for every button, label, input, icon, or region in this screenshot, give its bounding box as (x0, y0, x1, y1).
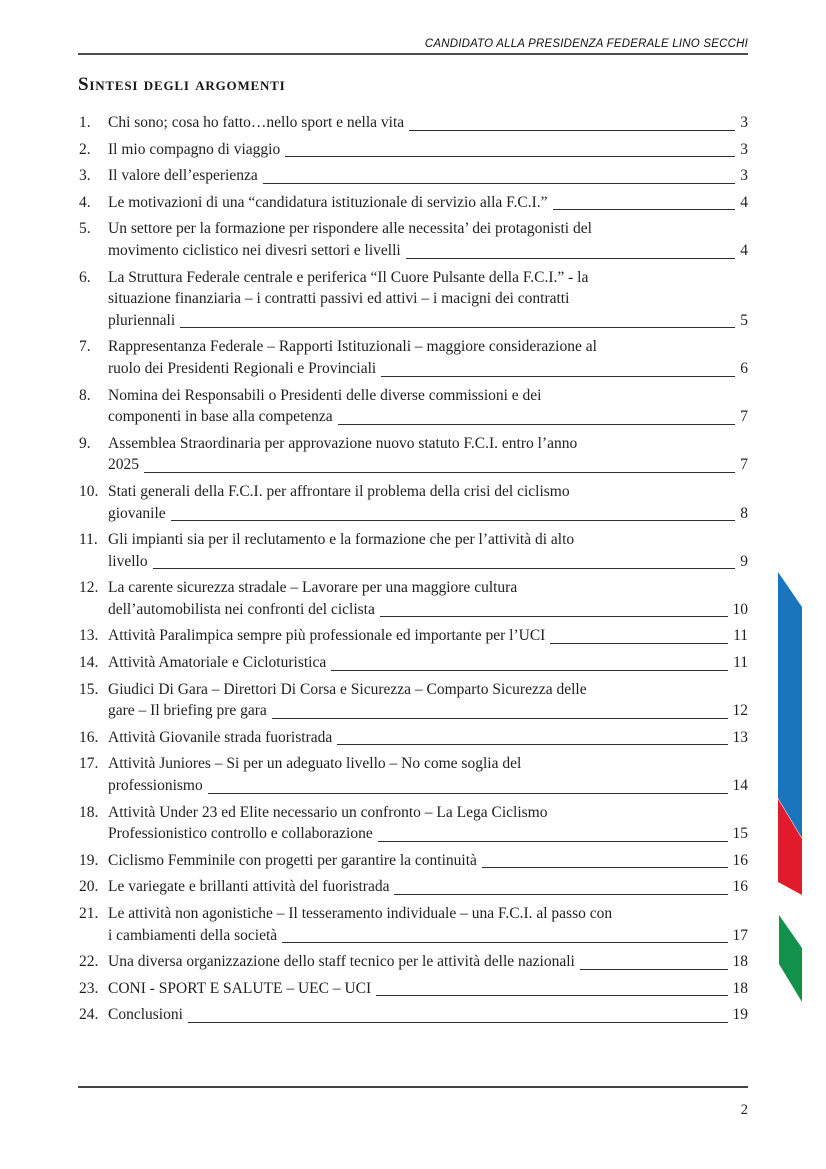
toc-leader-line (188, 1021, 728, 1023)
toc-entry-title: livello (108, 552, 148, 570)
ribbon-red-stripe (778, 799, 802, 895)
toc-entry-number: 3. (79, 167, 91, 185)
toc-entry-body (108, 139, 748, 161)
toc-entry-page-number: 14 (732, 777, 748, 795)
toc-entry-last-line (108, 625, 748, 647)
toc-entry-title: movimento ciclistico nei divesri settori e livelli (108, 241, 401, 259)
toc-entry-body (108, 336, 748, 379)
toc-entry-title: pluriennali (108, 311, 176, 329)
toc-entry-body (108, 481, 748, 524)
toc-entry-number: 4. (79, 193, 91, 211)
toc-leader-line (394, 893, 727, 895)
toc-entry-title: 2025 (108, 456, 139, 474)
toc-entry-last-line (108, 139, 748, 161)
toc-entry-body (108, 1004, 748, 1026)
toc-entry-number: 14. (79, 654, 99, 672)
toc-entry-number: 9. (79, 434, 91, 452)
toc-entry-number: 11. (79, 531, 98, 549)
toc-entry-body (108, 267, 748, 332)
toc-entry-body (108, 876, 748, 898)
toc-entry-last-line (108, 978, 748, 1000)
toc-leader-line (482, 866, 728, 868)
toc-leader-line (376, 994, 727, 996)
toc-entry-body (108, 850, 748, 872)
toc-entry-title: Attività Giovanile strada fuoristrada (108, 728, 333, 746)
ribbon-green-stripe (779, 915, 802, 1002)
toc-entry-title: Le motivazioni di una “candidatura istituzionale di servizio alla F.C.I.” (108, 193, 548, 211)
toc-entry-title: Una diversa organizzazione dello staff tecnico per le attività delle nazionali (108, 953, 575, 971)
toc-entry (79, 112, 748, 134)
toc-leader-line (550, 642, 728, 644)
toc-entry (79, 336, 748, 379)
toc-entry (79, 385, 748, 428)
toc-entry-number: 17. (79, 755, 99, 773)
page-header (78, 38, 748, 55)
toc-entry-number: 13. (79, 627, 99, 645)
toc-entry-last-line (108, 192, 748, 214)
toc-entry-last-line (108, 850, 748, 872)
toc-entry-page-number: 11 (733, 627, 748, 645)
footer-rule (78, 1086, 748, 1088)
toc-entry (79, 753, 748, 796)
toc-entry (79, 165, 748, 187)
toc-entry-last-line (108, 599, 748, 621)
toc-entry-body (108, 978, 748, 1000)
toc-entry-title: Le variegate e brillanti attività del fuoristrada (108, 878, 390, 896)
toc-entry-text-line: Le attività non agonistiche – Il tesseramento individuale – una F.C.I. al passo con (108, 905, 613, 922)
toc-entry-title: Professionistico controllo e collaborazione (108, 825, 373, 843)
toc-entry-last-line (108, 551, 748, 573)
toc-entry-last-line (108, 240, 748, 262)
toc-entry (79, 951, 748, 973)
toc-entry-number: 22. (79, 953, 99, 971)
toc-entry-title: i cambiamenti della società (108, 926, 278, 944)
toc-entry-page-number: 11 (733, 654, 748, 672)
toc-entry-body (108, 727, 748, 749)
toc-entry-page-number: 4 (740, 193, 748, 211)
toc-entry-last-line (108, 876, 748, 898)
toc-entry-body (108, 802, 748, 845)
toc-entry-page-number: 7 (740, 408, 748, 426)
toc-leader-line (171, 519, 736, 521)
toc-entry-body (108, 112, 748, 134)
toc-entry (79, 433, 748, 476)
toc-entry (79, 529, 748, 572)
toc-entry-page-number: 3 (740, 140, 748, 158)
toc-entry-number: 23. (79, 979, 99, 997)
toc-entry-number: 24. (79, 1006, 99, 1024)
toc-leader-line (381, 375, 735, 377)
toc-entry-page-number: 17 (732, 926, 748, 944)
toc-entry (79, 903, 748, 946)
toc-entry-body (108, 433, 748, 476)
toc-entry-title: componenti in base alla competenza (108, 408, 333, 426)
toc-entry-text-line: Giudici Di Gara – Direttori Di Corsa e Sicurezza – Comparto Sicurezza delle (108, 680, 587, 698)
toc-entry (79, 802, 748, 845)
toc-entry-page-number: 16 (732, 851, 748, 869)
toc-entry (79, 192, 748, 214)
toc-entry-body (108, 625, 748, 647)
toc-entry (79, 577, 748, 620)
toc-leader-line (580, 968, 728, 970)
toc-entry-page-number: 9 (740, 552, 748, 570)
toc-entry-last-line (108, 951, 748, 973)
toc-leader-line (409, 129, 735, 131)
toc-entry (79, 727, 748, 749)
toc-entry-body (108, 529, 748, 572)
toc-entry-page-number: 3 (740, 167, 748, 185)
toc-entry-last-line (108, 727, 748, 749)
toc-leader-line (338, 423, 736, 425)
toc-entry-page-number: 7 (740, 456, 748, 474)
toc-leader-line (285, 155, 735, 157)
toc-entry-text-line: La Struttura Federale centrale e periferica “Il Cuore Pulsante della F.C.I.” - la (108, 268, 589, 286)
toc-entry-body (108, 951, 748, 973)
toc-leader-line (378, 840, 728, 842)
toc-entry-body (108, 165, 748, 187)
toc-entry-text-line: Un settore per la formazione per rispondere alle necessita’ dei protagonisti del (108, 220, 592, 238)
toc-entry (79, 876, 748, 898)
toc-entry-number: 19. (79, 851, 99, 869)
toc-entry-body (108, 753, 748, 796)
toc-entry-last-line (108, 454, 748, 476)
toc-entry-number: 12. (79, 579, 99, 597)
toc-entry-text-line: Assemblea Straordinaria per approvazione nuovo statuto F.C.I. entro l’anno (108, 434, 578, 452)
toc-entry-page-number: 12 (732, 702, 748, 720)
toc-entry-last-line (108, 652, 748, 674)
toc-entry-page-number: 5 (740, 311, 748, 329)
toc-leader-line (208, 792, 728, 794)
toc-entry-text-line: Gli impianti sia per il reclutamento e la formazione che per l’attività di alto (108, 531, 575, 549)
toc-entry-last-line (108, 165, 748, 187)
toc-entry-number: 5. (79, 220, 91, 238)
page-number: 2 (740, 1102, 748, 1118)
toc-entry-number: 21. (79, 905, 99, 922)
toc-entry-page-number: 18 (732, 953, 748, 971)
toc-leader-line (180, 326, 735, 328)
toc-entry-last-line (108, 925, 748, 947)
running-title: CANDIDATO ALLA PRESIDENZA FEDERALE LINO SECCHI (424, 38, 748, 50)
table-of-contents (79, 112, 748, 1031)
toc-entry-number: 7. (79, 338, 91, 356)
toc-entry-number: 8. (79, 386, 91, 404)
toc-entry-text-line: Attività Under 23 ed Elite necessario un confronto – La Lega Ciclismo (108, 803, 548, 821)
ribbon-blue-stripe (778, 572, 802, 838)
toc-entry-body (108, 192, 748, 214)
toc-entry-number: 6. (79, 268, 91, 286)
toc-entry-number: 16. (79, 728, 99, 746)
toc-entry-text-line: Stati generali della F.C.I. per affrontare il problema della crisi del ciclismo (108, 482, 570, 500)
toc-leader-line (263, 182, 736, 184)
toc-entry (79, 1004, 748, 1026)
toc-leader-line (337, 743, 727, 745)
toc-entry-number: 10. (79, 482, 99, 500)
toc-leader-line (282, 941, 727, 943)
toc-entry-last-line (108, 700, 748, 722)
toc-entry-title: Il mio compagno di viaggio (108, 140, 281, 158)
toc-entry-last-line (108, 823, 748, 845)
toc-entry (79, 218, 748, 261)
toc-entry (79, 267, 748, 332)
toc-entry-body (108, 679, 748, 722)
toc-entry-number: 1. (79, 114, 91, 131)
toc-entry (79, 625, 748, 647)
toc-entry-title: giovanile (108, 504, 166, 522)
toc-entry-title: Il valore dell’esperienza (108, 167, 258, 185)
toc-entry-last-line (108, 358, 748, 380)
toc-entry-page-number: 6 (740, 359, 748, 377)
toc-entry (79, 978, 748, 1000)
toc-entry-body (108, 652, 748, 674)
toc-entry-page-number: 8 (740, 504, 748, 522)
toc-entry-last-line (108, 1004, 748, 1026)
toc-leader-line (553, 208, 736, 210)
toc-entry (79, 679, 748, 722)
toc-entry-page-number: 18 (732, 979, 748, 997)
toc-entry-title: gare – Il briefing pre gara (108, 702, 267, 720)
toc-entry-last-line (108, 112, 748, 134)
toc-entry-body (108, 577, 748, 620)
toc-leader-line (272, 717, 728, 719)
toc-leader-line (331, 669, 728, 671)
toc-entry-text-line: Rappresentanza Federale – Rapporti Istituzionali – maggiore considerazione al (108, 338, 597, 356)
toc-entry-text-line: Attività Juniores – Si per un adeguato livello – No come soglia del (108, 755, 522, 773)
toc-leader-line (406, 257, 736, 259)
toc-entry-body (108, 218, 748, 261)
toc-leader-line (144, 471, 735, 473)
toc-entry-number: 2. (79, 140, 91, 158)
toc-entry-page-number: 16 (732, 878, 748, 896)
toc-entry-last-line (108, 503, 748, 525)
toc-entry-body (108, 385, 748, 428)
toc-entry-title: ruolo dei Presidenti Regionali e Provinciali (108, 359, 377, 377)
toc-entry-page-number: 15 (732, 825, 748, 843)
toc-entry-page-number: 3 (740, 114, 748, 131)
toc-entry-text-line: Nomina dei Responsabili o Presidenti delle diverse commissioni e dei (108, 386, 542, 404)
toc-entry (79, 139, 748, 161)
toc-leader-line (380, 615, 728, 617)
toc-entry-title: professionismo (108, 777, 203, 795)
toc-entry-number: 18. (79, 803, 99, 821)
toc-entry-text-line: situazione finanziaria – i contratti passivi ed attivi – i macigni dei contratti (108, 290, 570, 308)
toc-entry-text-line: La carente sicurezza stradale – Lavorare per una maggiore cultura (108, 579, 518, 597)
toc-leader-line (153, 567, 736, 569)
toc-entry-page-number: 4 (740, 241, 748, 259)
toc-entry-title: Attività Amatoriale e Cicloturistica (108, 654, 327, 672)
toc-entry-body (108, 903, 748, 946)
toc-entry-page-number: 19 (732, 1006, 748, 1024)
toc-entry-title: CONI - SPORT E SALUTE – UEC – UCI (108, 979, 372, 997)
toc-entry-page-number: 10 (732, 600, 748, 618)
toc-entry-title: Ciclismo Femminile con progetti per garantire la continuità (108, 851, 477, 869)
toc-entry-last-line (108, 775, 748, 797)
toc-entry-title: Attività Paralimpica sempre più professionale ed importante per l’UCI (108, 627, 546, 645)
toc-entry-last-line (108, 406, 748, 428)
toc-entry (79, 652, 748, 674)
toc-entry-last-line (108, 310, 748, 332)
toc-entry-title: dell’automobilista nei confronti del ciclista (108, 600, 375, 618)
toc-entry (79, 481, 748, 524)
toc-entry-page-number: 13 (732, 728, 748, 746)
toc-entry-number: 15. (79, 680, 99, 698)
toc-entry-number: 20. (79, 878, 99, 896)
toc-entry (79, 850, 748, 872)
toc-entry-title: Chi sono; cosa ho fatto…nello sport e nella vita (108, 114, 405, 131)
page-title: Sintesi degli argomenti (78, 74, 286, 95)
toc-entry-title: Conclusioni (108, 1006, 183, 1024)
